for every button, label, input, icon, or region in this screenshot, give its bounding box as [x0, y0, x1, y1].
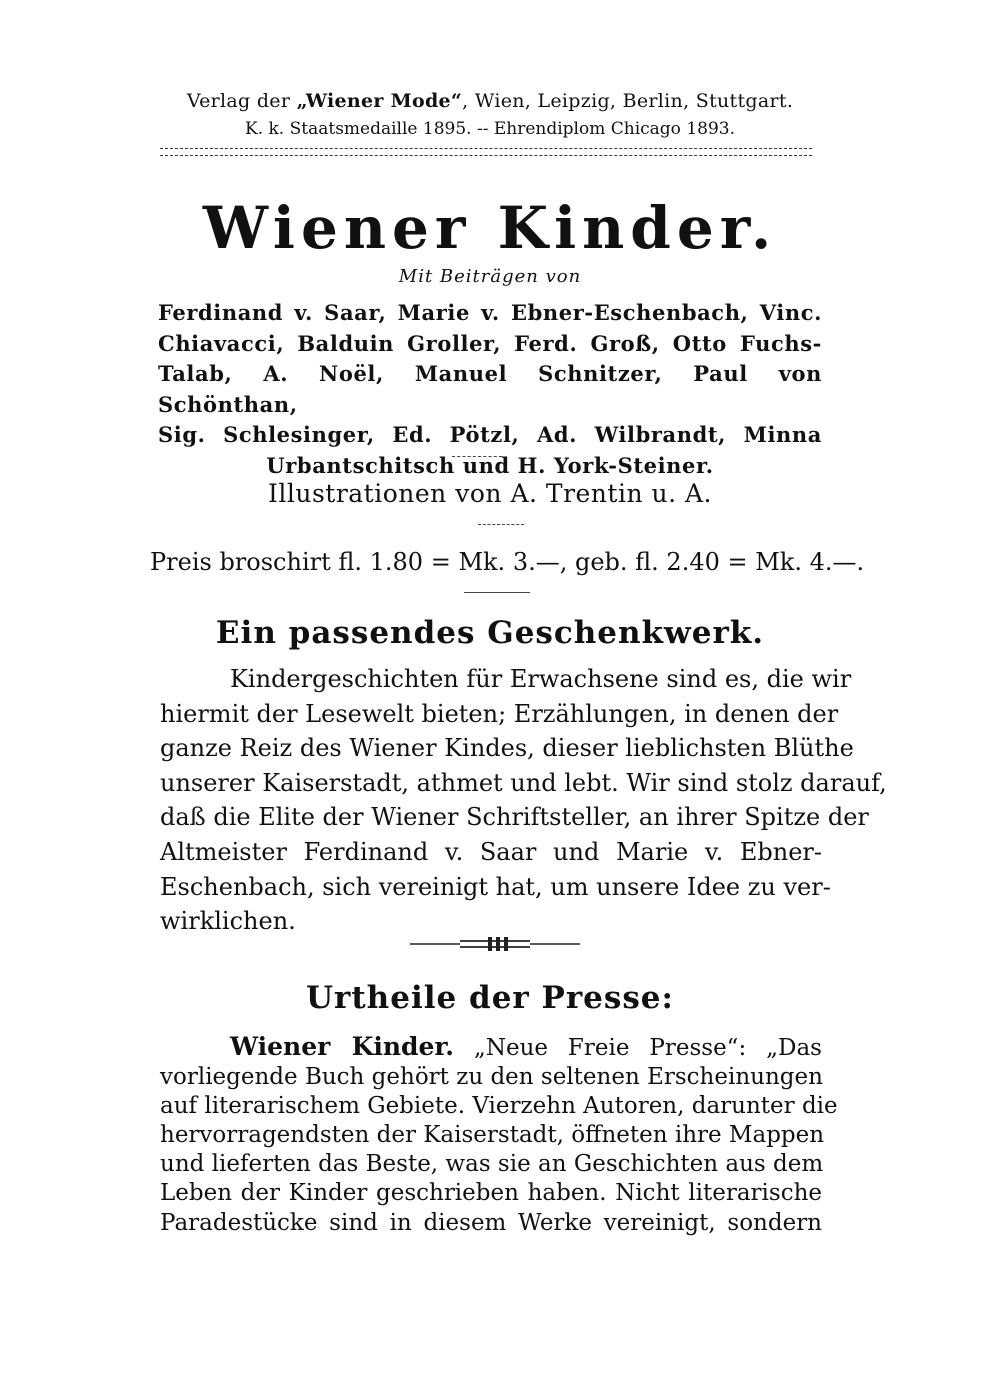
- press-lead-line: [160, 1032, 822, 1063]
- press-lead-source: „Neue Freie Presse“: „Das: [453, 1035, 822, 1061]
- gift-paragraph: [160, 662, 887, 939]
- publisher-line: [150, 86, 830, 116]
- press-line: hervorragendsten der Kaiserstadt, öffneten ihre Mappen: [160, 1122, 825, 1149]
- contributors-intro: Mit Beiträgen von: [398, 266, 582, 287]
- ornament-divider: [410, 934, 580, 954]
- awards-line: K. k. Staatsmedaille 1895. -- Ehrendiplom Chicago 1893.: [245, 119, 735, 139]
- author-line: Chiavacci, Balduin Groller, Ferd. Groß, Otto Fuchs-: [158, 330, 822, 356]
- paragraph-line: wirklichen.: [160, 907, 296, 936]
- header-double-rule: [160, 148, 812, 156]
- section-heading-gift: Ein passendes Geschenkwerk.: [215, 615, 765, 651]
- separator-rule: [452, 456, 502, 457]
- paragraph-line: hiermit der Lesewelt bieten; Erzählungen, in denen der: [160, 699, 839, 728]
- press-line: und lieferten das Beste, was sie an Geschichten aus dem: [160, 1151, 824, 1178]
- paragraph-line: Kindergeschichten für Erwachsene sind es, die wir: [230, 665, 852, 693]
- press-line: auf literarischem Gebiete. Vierzehn Autoren, darunter die: [160, 1093, 838, 1120]
- book-title: Wiener Kinder.: [202, 194, 778, 262]
- press-lead-title: Wiener Kinder.: [230, 1032, 454, 1061]
- paragraph-line: Eschenbach, sich vereinigt hat, um unsere Idee zu ver-: [160, 872, 831, 901]
- paragraph-line: Altmeister Ferdinand v. Saar und Marie v. Ebner-: [160, 837, 822, 866]
- press-line: vorliegende Buch gehört zu den seltenen Erscheinungen: [160, 1064, 823, 1091]
- paragraph-line: unserer Kaiserstadt, athmet und lebt. Wir sind stolz darauf,: [160, 768, 887, 797]
- press-quote: [160, 1032, 838, 1238]
- author-line: Ferdinand v. Saar, Marie v. Ebner-Eschenbach, Vinc.: [158, 300, 822, 325]
- publisher-header: [150, 86, 830, 142]
- publisher-prefix: Verlag der: [186, 90, 297, 112]
- separator-rule: [464, 592, 530, 593]
- section-heading-press: Urtheile der Presse:: [306, 980, 674, 1016]
- illustrations-credit: Illustrationen von A. Trentin u. A.: [267, 479, 712, 508]
- separator-rule: [478, 524, 524, 525]
- price-line: Preis broschirt fl. 1.80 = Mk. 3.—, geb. fl. 2.40 = Mk. 4.—.: [150, 548, 865, 576]
- press-line: Paradestücke sind in diesem Werke vereinigt, sondern: [160, 1209, 822, 1236]
- publisher-brand: „Wiener Mode“: [296, 90, 463, 112]
- publisher-cities: , Wien, Leipzig, Berlin, Stuttgart.: [462, 90, 794, 112]
- author-list: [158, 298, 822, 481]
- paragraph-line: daß die Elite der Wiener Schriftsteller, an ihrer Spitze der: [160, 803, 869, 832]
- author-line: Talab, A. Noël, Manuel Schnitzer, Paul von Schönthan,: [158, 361, 822, 417]
- paragraph-line: ganze Reiz des Wiener Kindes, dieser lieblichsten Blüthe: [160, 734, 854, 763]
- author-line: Sig. Schlesinger, Ed. Pötzl, Ad. Wilbrandt, Minna: [158, 422, 822, 447]
- press-line: Leben der Kinder geschrieben haben. Nicht literarische: [160, 1180, 822, 1207]
- author-line: Urbantschitsch und H. York-Steiner.: [266, 452, 714, 478]
